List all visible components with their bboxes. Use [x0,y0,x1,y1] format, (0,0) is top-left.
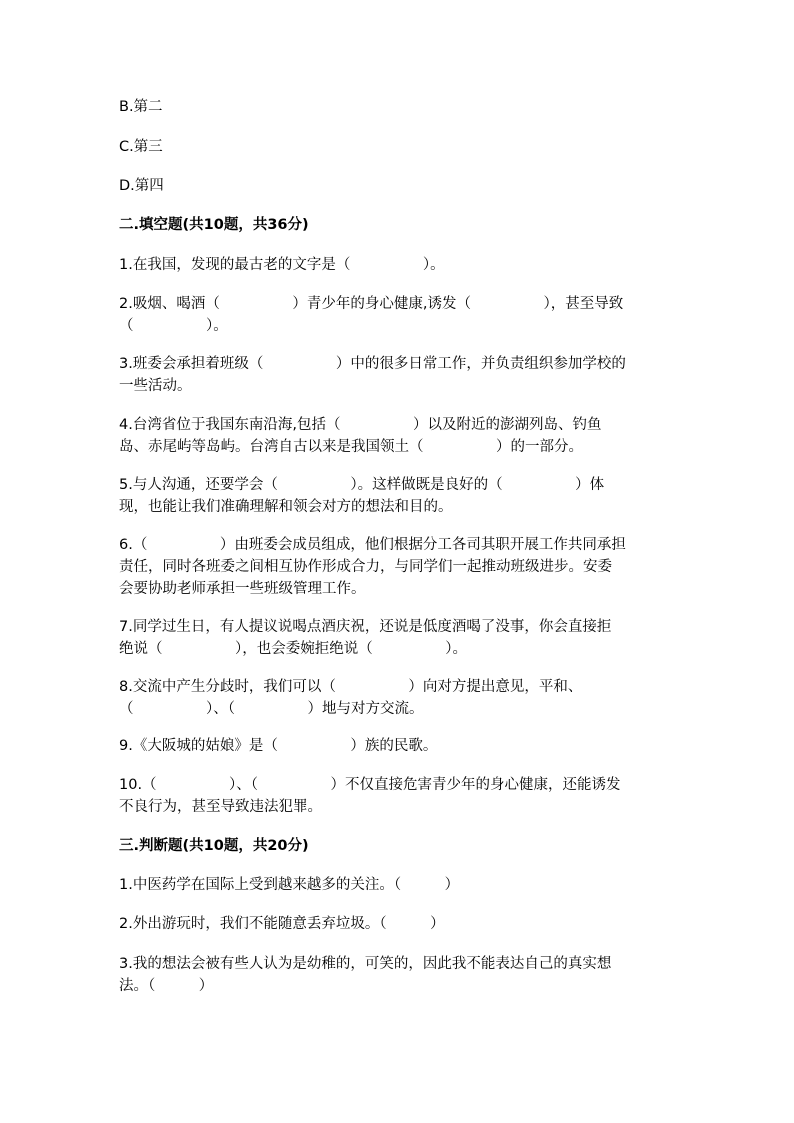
fill-question-6-line-3: 会要协助老师承担一些班级管理工作。 [119,581,366,597]
fill-question-10-line-2: 不良行为，甚至导致违法犯罪。 [119,799,322,815]
fill-question-2-line-2: （ ）。 [119,318,228,334]
fill-question-2-line-1: 2.吸烟、喝酒（ ）青少年的身心健康,诱发（ ），甚至导致 [119,296,624,312]
fill-question-7-line-1: 7.同学过生日，有人提议说喝点酒庆祝，还说是低度酒喝了没事，你会直接拒 [119,619,612,635]
fill-question-5-line-2: 现，也能让我们准确理解和领会对方的想法和目的。 [119,499,453,515]
judge-question-1: 1.中医药学在国际上受到越来越多的关注。（ ） [119,877,460,893]
fill-question-10-line-1: 10.（ ）、（ ）不仅直接危害青少年的身心健康，还能诱发 [119,777,621,793]
judge-question-3-line-1: 3.我的想法会被有些人认为是幼稚的，可笑的，因此我不能表达自己的真实想 [119,956,612,972]
fill-question-6-line-1: 6.（ ）由班委会成员组成，他们根据分工各司其职开展工作共同承担 [119,537,626,553]
fill-question-6-line-2: 责任，同时各班委之间相互协作形成合力，与同学们一起推动班级进步。安委 [119,559,612,575]
fill-question-5-line-1: 5.与人沟通，还要学会（ ）。这样做既是良好的（ ）体 [119,477,605,493]
option-b: B.第二 [119,99,163,115]
fill-question-1: 1.在我国，发现的最古老的文字是（ ）。 [119,257,445,273]
fill-question-3-line-1: 3.班委会承担着班级（ ）中的很多日常工作，并负责组织参加学校的 [119,356,626,372]
option-d: D.第四 [119,178,164,194]
fill-question-4-line-1: 4.台湾省位于我国东南沿海,包括（ ）以及附近的澎湖列岛、钓鱼 [119,417,602,433]
section-3-title: 三.判断题(共10题，共20分) [119,838,309,854]
fill-question-8-line-1: 8.交流中产生分歧时，我们可以（ ）向对方提出意见，平和、 [119,679,583,695]
judge-question-2: 2.外出游玩时，我们不能随意丢弃垃圾。（ ） [119,916,445,932]
fill-question-7-line-2: 绝说（ ），也会委婉拒绝说（ ）。 [119,641,467,657]
fill-question-4-line-2: 岛、赤尾屿等岛屿。台湾自古以来是我国领土（ ）的一部分。 [119,439,583,455]
fill-question-8-line-2: （ ）、（ ）地与对方交流。 [119,701,424,717]
fill-question-9: 9.《大阪城的姑娘》是（ ）族的民歌。 [119,738,438,754]
option-c: C.第三 [119,139,163,155]
fill-question-3-line-2: 一些活动。 [119,378,192,394]
section-2-title: 二.填空题(共10题，共36分) [119,217,309,233]
judge-question-3-line-2: 法。（ ） [119,978,214,994]
